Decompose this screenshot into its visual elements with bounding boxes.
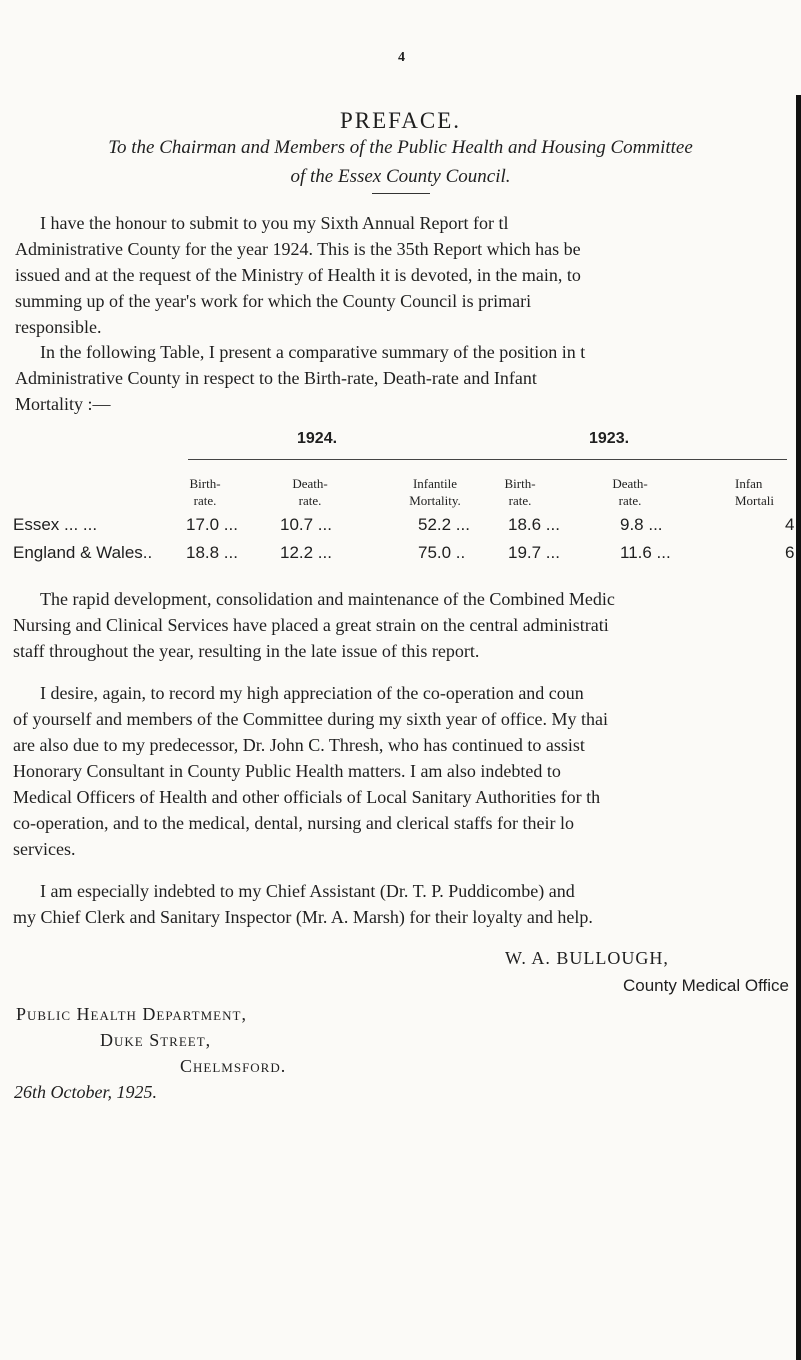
header-birth-rate-1924 (165, 475, 245, 509)
address-line-2: Duke Street, (100, 1030, 212, 1050)
paragraph-line: staff throughout the year, resulting in the late issue of this report. (13, 641, 480, 661)
cell-death-1923: 11.6 ... (620, 543, 671, 562)
row-label: England & Wales.. (13, 543, 153, 562)
header-death-rate-1923 (590, 475, 670, 509)
cell-infant-1923: 4 (785, 515, 795, 534)
paragraph-line: my Chief Clerk and Sanitary Inspector (Mr. A. Marsh) for their loyalty and help. (13, 907, 593, 927)
addressee-line-1: To the Chairman and Members of the Public Health and Housing Committee (108, 137, 693, 158)
cell-birth-1924: 18.8 ... (186, 543, 238, 562)
page-title: PREFACE. (339, 108, 462, 133)
header-text: Death- rate. (612, 476, 648, 508)
year-1923-heading: 1923. (589, 430, 630, 447)
year-1923-brace (482, 459, 787, 466)
cell-death-1923: 9.8 ... (620, 515, 663, 534)
paragraph-line: The rapid development, consolidation and maintenance of the Combined Medic (40, 589, 615, 609)
cell-infant-1923: 6 (785, 543, 795, 562)
header-birth-rate-1923 (480, 475, 560, 509)
addressee-line-2: of the Essex County Council. (290, 166, 511, 187)
cell-death-1924: 10.7 ... (280, 515, 332, 534)
header-infant-mortality-1923 (735, 475, 795, 509)
cell-birth-1924: 17.0 ... (186, 515, 238, 534)
signature-name: W. A. BULLOUGH, (505, 948, 669, 968)
paragraph-line: In the following Table, I present a comparative summary of the position in t (40, 342, 586, 362)
address-line-1: Public Health Department, (16, 1004, 247, 1024)
cell-birth-1923: 18.6 ... (508, 515, 560, 534)
paragraph-line: of yourself and members of the Committee during my sixth year of office. My thai (13, 709, 609, 729)
paragraph-line: co-operation, and to the medical, dental, nursing and clerical staffs for their lo (13, 813, 574, 833)
year-1924-brace (188, 459, 488, 466)
paragraph-line: summing up of the year's work for which the County Council is primari (15, 291, 532, 311)
year-1924-heading: 1924. (297, 430, 338, 447)
paragraph-line: Medical Officers of Health and other officials of Local Sanitary Authorities for th (13, 787, 601, 807)
header-text: Infan Mortali (735, 476, 774, 508)
paragraph-line: I have the honour to submit to you my Sixth Annual Report for tl (40, 213, 509, 233)
cell-infant-1924: 52.2 ... (418, 515, 470, 534)
paragraph-line: responsible. (15, 317, 102, 337)
paragraph-line: are also due to my predecessor, Dr. John C. Thresh, who has continued to assist (13, 735, 585, 755)
title-divider (372, 193, 430, 194)
paragraph-line: issued and at the request of the Ministry of Health it is devoted, in the main, to (15, 265, 581, 285)
paragraph-line: I desire, again, to record my high appreciation of the co-operation and coun (40, 683, 584, 703)
header-text: Death- rate. (292, 476, 328, 508)
paragraph-line: Administrative County for the year 1924. This is the 35th Report which has be (15, 239, 581, 259)
header-text: Infantile Mortality. (409, 476, 461, 508)
header-text: Birth- rate. (189, 476, 221, 508)
paragraph-line: services. (13, 839, 76, 859)
row-label: Essex ... ... (13, 515, 98, 534)
paragraph-line: Nursing and Clinical Services have placed a great strain on the central administrati (13, 615, 609, 635)
header-infant-mortality-1924 (385, 475, 485, 509)
cell-death-1924: 12.2 ... (280, 543, 332, 562)
signature-title: County Medical Office (623, 976, 789, 995)
cell-birth-1923: 19.7 ... (508, 543, 560, 562)
paragraph-line: Administrative County in respect to the Birth-rate, Death-rate and Infant (15, 368, 537, 388)
page-number: 4 (398, 50, 405, 65)
report-date: 26th October, 1925. (14, 1082, 157, 1102)
paragraph-line: Mortality :— (15, 394, 111, 414)
paragraph-line: I am especially indebted to my Chief Assistant (Dr. T. P. Puddicombe) and (40, 881, 575, 901)
header-text: Birth- rate. (504, 476, 536, 508)
cell-infant-1924: 75.0 .. (418, 543, 466, 562)
address-line-3: Chelmsford. (180, 1056, 287, 1076)
paragraph-line: Honorary Consultant in County Public Health matters. I am also indebted to (13, 761, 561, 781)
header-death-rate-1924 (270, 475, 350, 509)
